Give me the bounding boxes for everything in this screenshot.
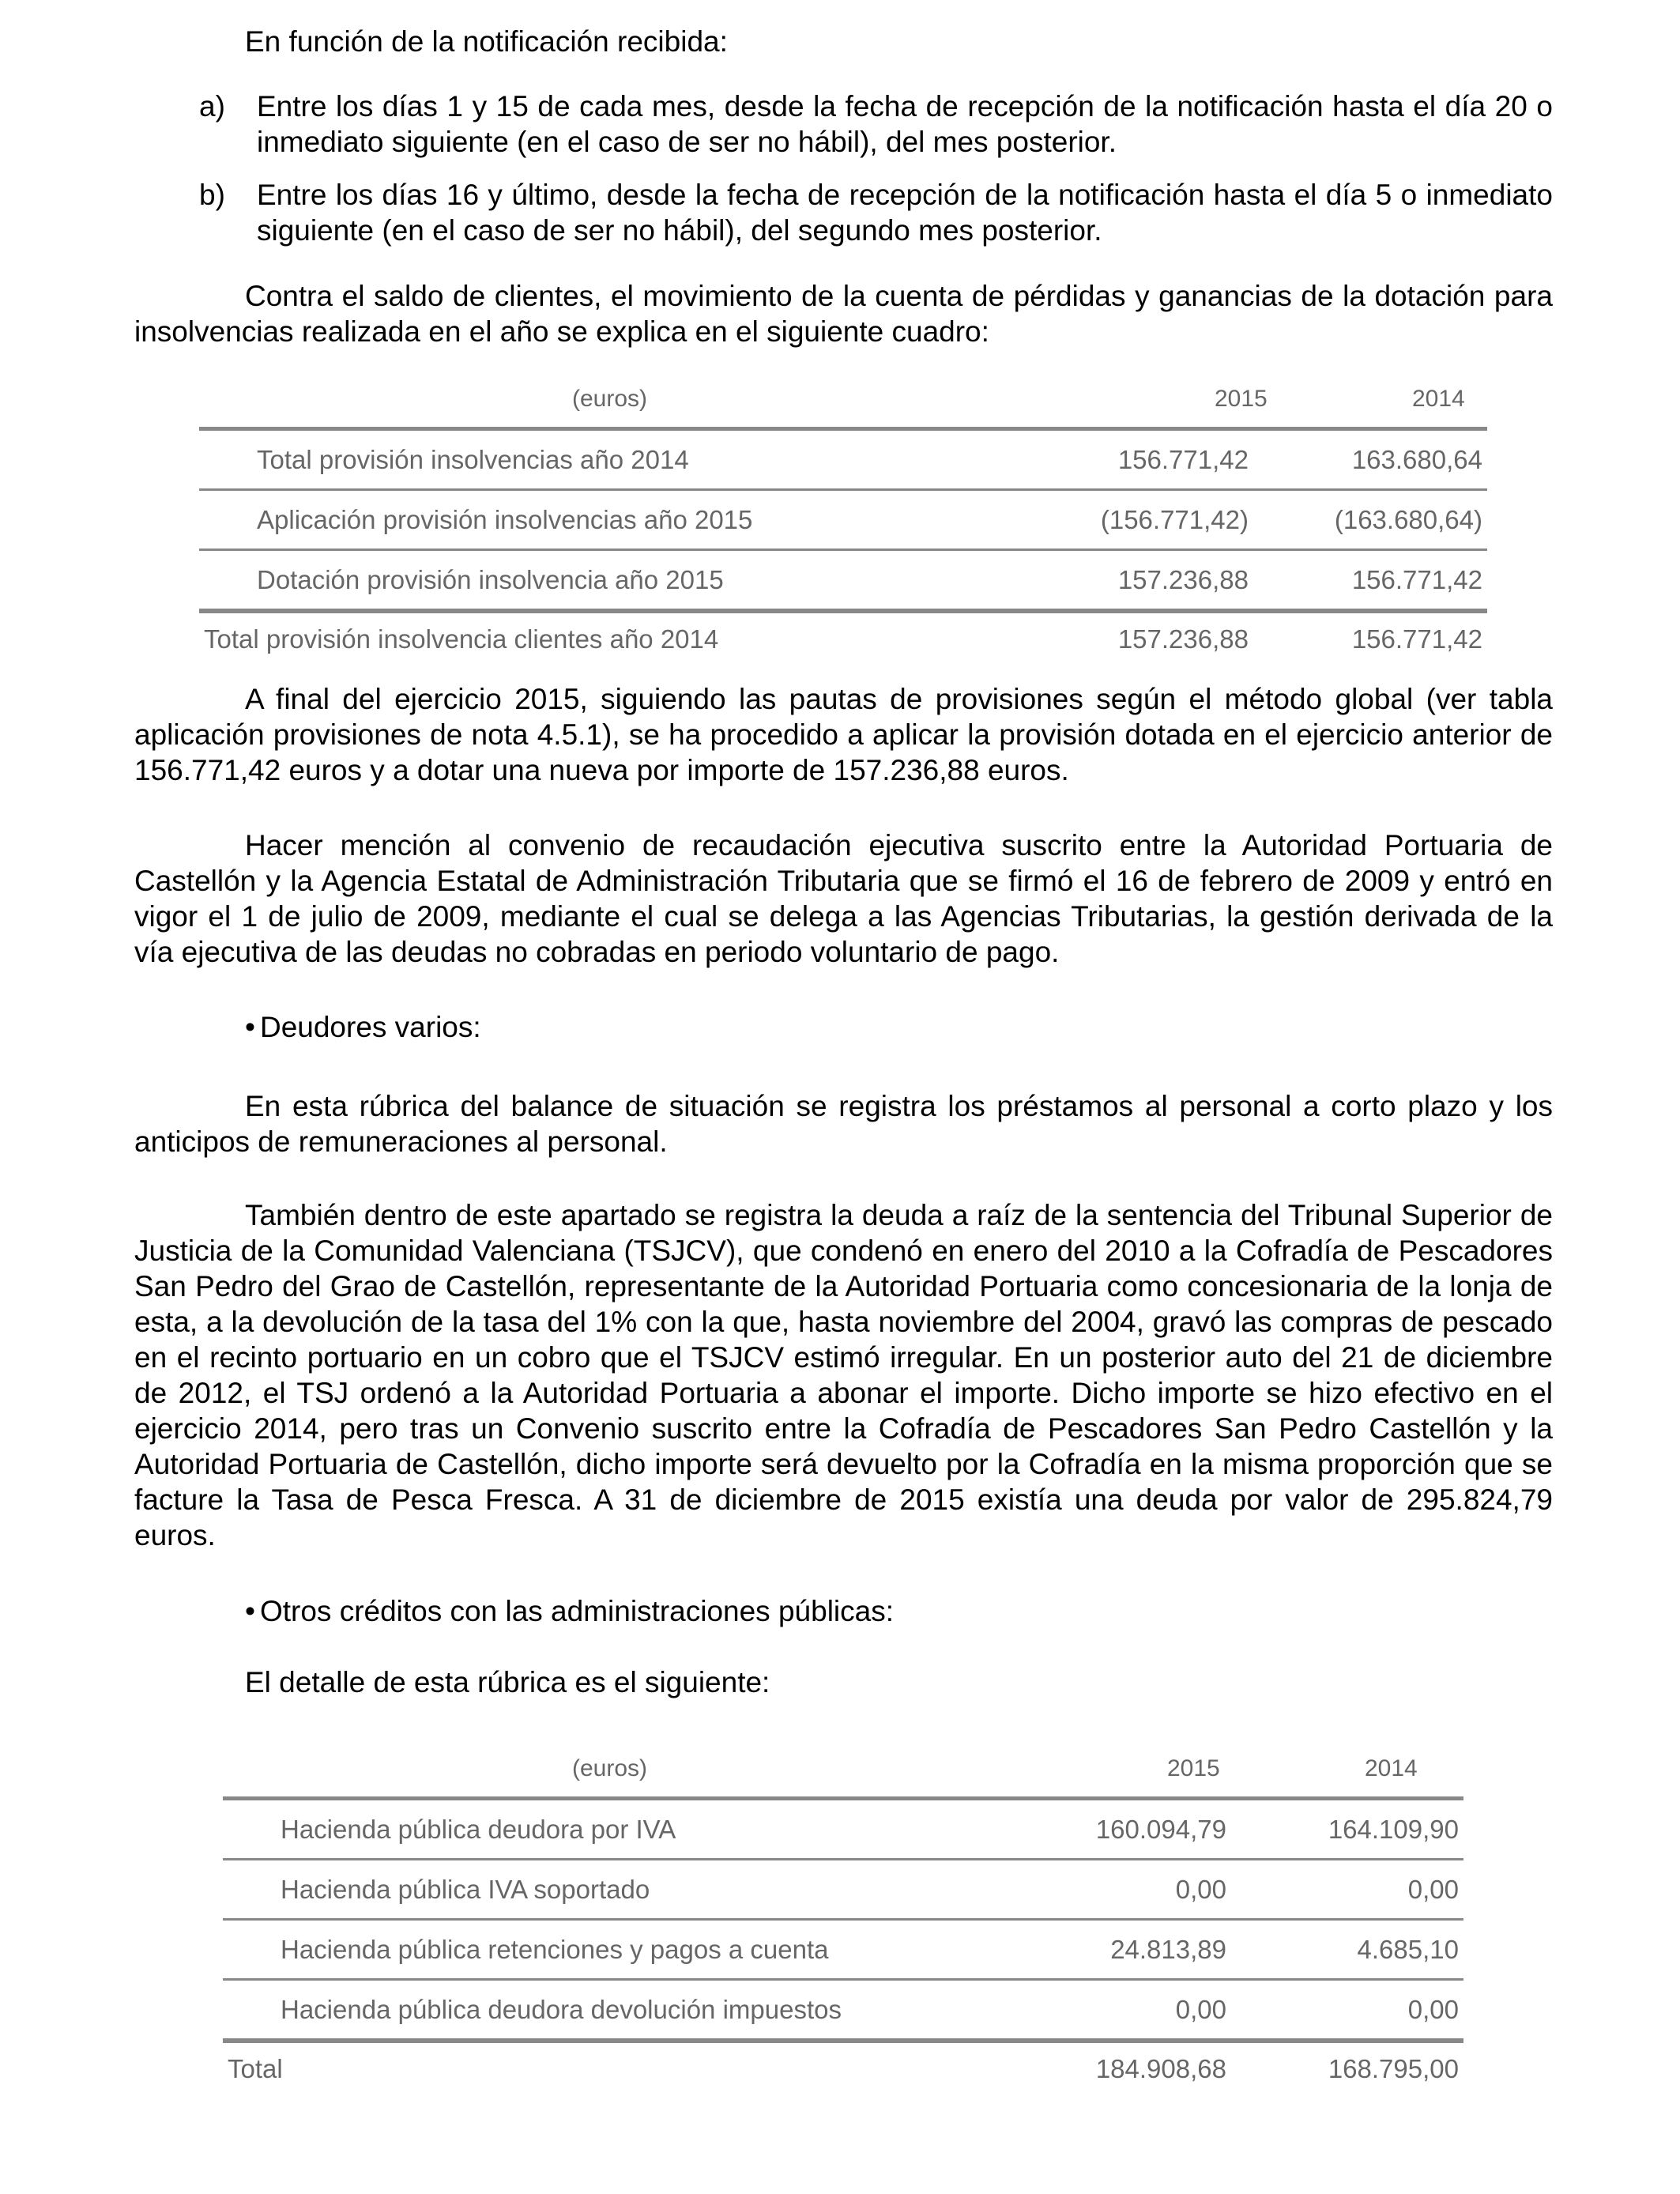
row-value-2015: 24.813,89 (1068, 1920, 1266, 1980)
row-value-2014: (163.680,64) (1290, 490, 1487, 550)
bullet-otros-creditos-text: Otros créditos con las administraciones públicas: (259, 1595, 894, 1627)
list-item-a (134, 89, 1553, 160)
table-row (223, 1860, 1463, 1920)
header-2014: 2014 (1412, 386, 1465, 412)
total-value-2015: 157.236,88 (1117, 624, 1249, 654)
row-value-2014: 4.685,10 (1266, 1920, 1463, 1980)
paragraph-clientes: Contra el saldo de clientes, el movimiento de la cuenta de pérdidas y ganancias de la dotación para insolvencias realizada en el año se explica en el siguiente cuadro: (134, 280, 1553, 348)
header-euros: (euros) (572, 1755, 648, 1781)
list-marker-a: a) (199, 90, 225, 123)
table-row (199, 490, 1487, 550)
paragraph-tsjcv: También dentro de este apartado se registra la deuda a raíz de la sentencia del Tribunal Superior de Justicia de la Comunidad Valenciana (TSJCV), que condenó en enero del 2010 a la Cofradía de Pescadores San Pedro del Grao de Castellón, representante de la Autoridad Portuaria como concesionaria de la lonja de esta, a la devolución de la tasa del 1% con la que, hasta noviembre del 2004, gravó las compras de pescado en el recinto portuario en un cobro que el TSJCV estimó irregular. En un posterior auto del 21 de diciembre de 2012, el TSJ ordenó a la Autoridad Portuaria a abonar el importe. Dicho importe se hizo efectivo en el ejercicio 2014, pero tras un Convenio suscrito entre la Cofradía de Pescadores San Pedro Castellón y la Autoridad Portuaria de Castellón, dicho importe será devuelto por la Cofradía en la misma proporción que se facture la Tasa de Pesca Fresca. A 31 de diciembre de 2015 existía una deuda por valor de 295.824,79 euros. (134, 1199, 1553, 1551)
bullet-otros-creditos (134, 1593, 1553, 1629)
bullet-icon: • (245, 1011, 255, 1043)
header-euros: (euros) (572, 386, 648, 412)
row-value-2015: 0,00 (1068, 1980, 1266, 2041)
header-2014: 2014 (1365, 1755, 1418, 1781)
row-label: Total provisión insolvencias año 2014 (199, 429, 1092, 490)
row-label: Hacienda pública deudora devolución impuestos (223, 1980, 1068, 2041)
list-marker-b: b) (199, 179, 225, 211)
table-row (199, 429, 1487, 490)
table-total-row (199, 611, 1487, 665)
row-value-2015: 0,00 (1068, 1860, 1266, 1920)
row-value-2014: 163.680,64 (1290, 429, 1487, 490)
row-label: Hacienda pública IVA soportado (223, 1860, 1068, 1920)
insolvency-table (199, 371, 1487, 665)
paragraph-detalle: El detalle de esta rúbrica es el siguiente: (245, 1666, 770, 1698)
table-row (223, 1799, 1463, 1860)
table-row (199, 550, 1487, 612)
row-value-2014: 164.109,90 (1266, 1799, 1463, 1860)
bullet-deudores (134, 1009, 1553, 1045)
bullet-icon: • (245, 1595, 255, 1627)
administraciones-table (223, 1741, 1463, 2095)
table-row (223, 1980, 1463, 2041)
row-value-2015: (156.771,42) (1092, 490, 1290, 550)
table-header-row (199, 371, 1487, 429)
total-value-2014: 156.771,42 (1351, 624, 1482, 654)
row-label: Hacienda pública deudora por IVA (223, 1799, 1068, 1860)
row-value-2015: 160.094,79 (1068, 1799, 1266, 1860)
paragraph-convenio: Hacer mención al convenio de recaudación ejecutiva suscrito entre la Autoridad Portuaria de Castellón y la Agencia Estatal de Administración Tributaria que se firmó el 16 de febrero de 2009 y entró en vigor el 1 de julio de 2009, mediante el cual se delega a las Agencias Tributarias, la gestión derivada de la vía ejecutiva de las deudas no cobradas en periodo voluntario de pago. (134, 829, 1553, 968)
list-text-b: Entre los días 16 y último, desde la fecha de recepción de la notificación hasta el día 5 o inmediato siguiente (en el caso de ser no hábil), del segundo mes posterior. (257, 179, 1553, 247)
row-value-2014: 0,00 (1266, 1980, 1463, 2041)
row-value-2015: 156.771,42 (1092, 429, 1290, 490)
row-label: Aplicación provisión insolvencias año 2015 (199, 490, 1092, 550)
total-label: Total provisión insolvencia clientes año 2014 (204, 624, 719, 654)
row-value-2014: 0,00 (1266, 1860, 1463, 1920)
row-label: Hacienda pública retenciones y pagos a cuenta (223, 1920, 1068, 1980)
list-text-a: Entre los días 1 y 15 de cada mes, desde la fecha de recepción de la notificación hasta el día 20 o inmediato siguiente (en el caso de ser no hábil), del mes posterior. (257, 90, 1553, 158)
paragraph-prestamos: En esta rúbrica del balance de situación se registra los préstamos al personal a corto plazo y los anticipos de remuneraciones al personal. (134, 1090, 1553, 1158)
list-item-b (134, 177, 1553, 248)
paragraph-final-ejercicio: A final del ejercicio 2015, siguiendo las pautas de provisiones según el método global (ver tabla aplicación provisiones de nota 4.5.1), se ha procedido a aplicar la provisión dotada en el ejercicio anterior de 156.771,42 euros y a dotar una nueva por importe de 157.236,88 euros. (134, 683, 1553, 786)
row-value-2014: 156.771,42 (1290, 550, 1487, 612)
total-value-2015: 184.908,68 (1095, 2054, 1226, 2083)
header-2015: 2015 (1167, 1755, 1220, 1781)
row-label: Dotación provisión insolvencia año 2015 (199, 550, 1092, 612)
table-row (223, 1920, 1463, 1980)
row-value-2015: 157.236,88 (1092, 550, 1290, 612)
intro-text: En función de la notificación recibida: (245, 25, 728, 58)
bullet-deudores-text: Deudores varios: (259, 1011, 481, 1043)
header-2015: 2015 (1215, 386, 1268, 412)
notification-list (134, 89, 1553, 248)
total-value-2014: 168.795,00 (1328, 2054, 1459, 2083)
table-total-row (223, 2041, 1463, 2095)
total-label: Total (228, 2054, 283, 2083)
table-header-row (223, 1741, 1463, 1799)
